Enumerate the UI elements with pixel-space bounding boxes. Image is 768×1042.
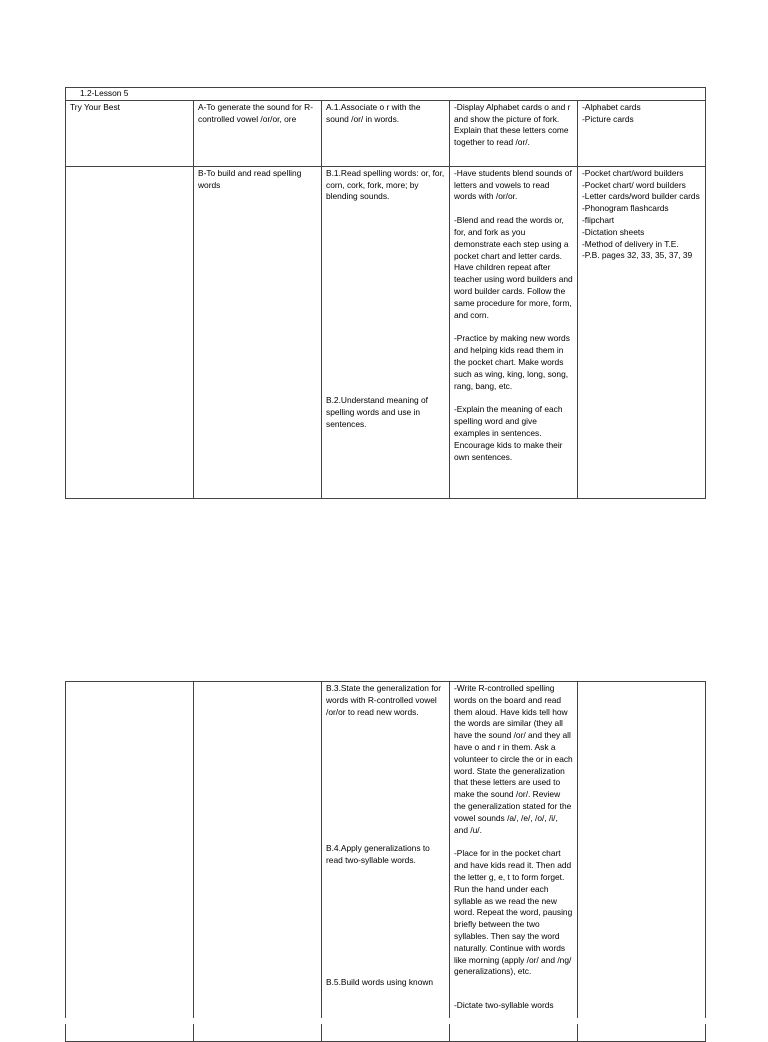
sub-objective-cell	[322, 166, 450, 498]
material-item: -Picture cards	[582, 113, 634, 124]
material-item: -flipchart	[582, 214, 615, 225]
topic-cell-empty	[66, 682, 194, 1042]
sub-objective-b1: B.1.Read spelling words: or, for, corn, cork, fork, more; by blending sounds.	[326, 167, 445, 202]
topic-cell: Try Your Best	[66, 100, 194, 166]
activity-cell	[450, 682, 578, 1042]
material-item: -Letter cards/word builder cards	[582, 191, 700, 202]
material-item: -Pocket chart/ word builders	[582, 179, 686, 190]
lesson-plan-table-2	[65, 681, 706, 1042]
lesson-plan-table-1	[65, 87, 706, 499]
activity-b1-2: -Blend and read the words or, for, and fork as you demonstrate each step using a pocket chart and letter cards. Have children repeat after teacher using word builders and word builder cards. Follow the same procedure for more, form, and corn.	[454, 215, 573, 320]
table-row	[66, 166, 706, 498]
activity-b3: -Write R-controlled spelling words on the board and read them aloud. Have kids tell how the words are similar (they all have the sound /or/ and they all have o and r in them. Ask a volunteer to circle the or in each word. State the generalization that these letters are used to make the sound /or/. Review the generalization stated for the vowel sounds /a/, /e/, /o/, /i/, and /u/.	[454, 683, 573, 835]
spacer	[454, 836, 573, 848]
material-item: -Alphabet cards	[582, 101, 641, 112]
activity-b1-3: -Practice by making new words and helping kids read them in the pocket chart. Make words such as wing, king, long, song, rang, bang, etc.	[454, 333, 570, 391]
material-item: -Phonogram flashcards	[582, 203, 669, 214]
sub-objective-b5: B.5.Build words using known	[326, 976, 434, 987]
activity-cell	[450, 166, 578, 498]
sub-objective-b4: B.4.Apply generalizations to read two-syllable words.	[326, 843, 430, 866]
activity-b2: -Explain the meaning of each spelling word and give examples in sentences. Encourage kids to make their own sentences.	[454, 404, 563, 462]
spacer	[454, 978, 573, 1000]
activity-b5: -Dictate two-syllable words	[454, 1000, 554, 1011]
table-row	[66, 682, 706, 1042]
spacer	[454, 321, 573, 333]
spacer	[326, 867, 445, 977]
spacer	[454, 392, 573, 404]
sub-objective-b3: B.3.State the generalization for words with R-controlled vowel /or/or to read new words.	[326, 683, 441, 717]
materials-cell-empty	[578, 682, 706, 1042]
topic-cell-empty	[66, 166, 194, 498]
material-item: -Pocket chart/word builders	[582, 167, 684, 178]
objective-cell-empty	[194, 682, 322, 1042]
table-row	[66, 100, 706, 166]
spacer	[326, 203, 445, 395]
material-item: -P.B. pages 32, 33, 35, 37, 39	[582, 250, 693, 261]
lesson-header: 1.2-Lesson 5	[66, 88, 706, 101]
activity-cell: -Display Alphabet cards o and r and show the picture of fork. Explain that these letters come together to read /or/.	[450, 100, 578, 166]
spacer	[326, 718, 445, 843]
sub-objective-cell: A.1.Associate o r with the sound /or/ in words.	[322, 100, 450, 166]
sub-objective-b2: B.2.Understand meaning of spelling words and use in sentences.	[326, 395, 428, 429]
activity-b4: -Place for in the pocket chart and have kids read it. Then add the letter g, e, t to form forget. Run the hand under each syllable as we read the new word. Repeat the word, pausing briefly between the two syllables. Then say the word naturally. Continue with words like morning (apply /or/ and /ng/ generalizations), etc.	[454, 848, 573, 977]
objective-cell: A-To generate the sound for R-controlled vowel /or/or, ore	[194, 100, 322, 166]
lesson-header-row	[66, 88, 706, 101]
activity-b1-1: -Have students blend sounds of letters and vowels to read words with /or/or.	[454, 167, 572, 202]
materials-cell	[578, 100, 706, 166]
sub-objective-cell	[322, 682, 450, 1042]
materials-cell	[578, 166, 706, 498]
objective-cell: B-To build and read spelling words	[194, 166, 322, 498]
material-item: -Method of delivery in T.E.	[582, 238, 679, 249]
spacer	[454, 203, 573, 215]
page-edge	[0, 1018, 768, 1024]
material-item: -Dictation sheets	[582, 226, 645, 237]
